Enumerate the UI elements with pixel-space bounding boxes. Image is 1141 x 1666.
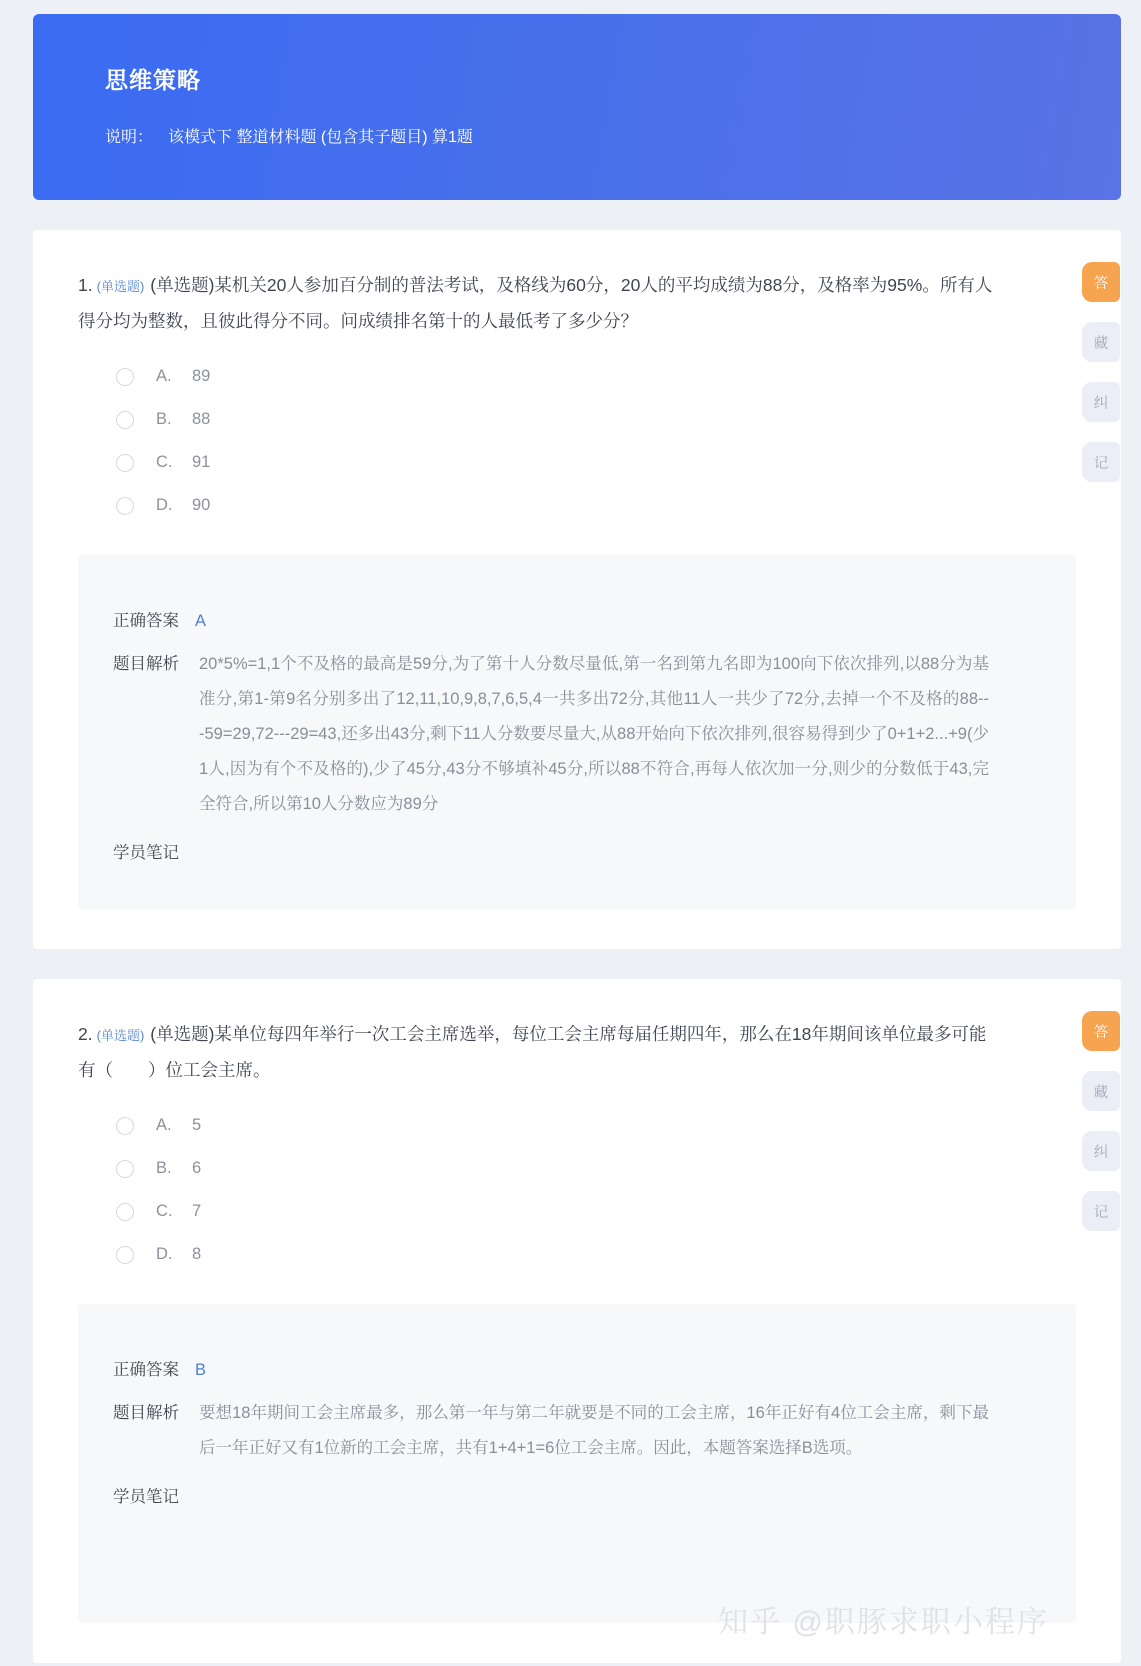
question-2-option-b[interactable] (116, 1147, 1076, 1190)
option-value: 7 (192, 1202, 202, 1220)
student-notes-label: 学员笔记 (113, 1488, 179, 1506)
correct-answer-row (113, 1356, 1041, 1380)
section-header-banner (33, 14, 1121, 200)
question-1-option-a[interactable] (116, 355, 1076, 398)
radio-icon[interactable] (116, 497, 134, 515)
question-1-option-b[interactable] (116, 398, 1076, 441)
option-letter: D. (156, 1245, 173, 1263)
question-2-option-d[interactable] (116, 1233, 1076, 1276)
option-value: 91 (192, 453, 211, 471)
option-value: 8 (192, 1245, 202, 1263)
question-2-type-tag: (单选题) (96, 1028, 145, 1043)
option-letter: B. (156, 410, 172, 428)
question-2-number: 2. (78, 1024, 93, 1044)
question-2-option-a[interactable] (116, 1104, 1076, 1147)
correct-answer-label: 正确答案 (113, 612, 179, 630)
question-1-answer-panel (78, 555, 1076, 909)
question-1-body: (单选题)某机关20人参加百分制的普法考试，及格线为60分，20人的平均成绩为88分，及格率为95%。所有人得分均为整数，且彼此得分不同。问成绩排名第十的人最低考了多少分？ (78, 275, 993, 331)
question-1-side-tabs (1082, 262, 1120, 502)
tab-answer[interactable]: 答 (1082, 262, 1120, 302)
tab-favorite[interactable]: 藏 (1082, 1071, 1120, 1111)
radio-icon[interactable] (116, 1160, 134, 1178)
question-2-analysis: 要想18年期间工会主席最多，那么第一年与第二年就要是不同的工会主席，16年正好有4位工会主席，剩下最后一年正好又有1位新的工会主席，共有1+4+1=6位工会主席。因此，本题答案选择B选项。 (199, 1404, 989, 1457)
student-notes-label: 学员笔记 (113, 844, 179, 862)
correct-answer-row (113, 607, 1041, 631)
tab-correction[interactable]: 纠 (1082, 382, 1120, 422)
tab-note[interactable]: 记 (1082, 442, 1120, 482)
question-1-type-tag: (单选题) (96, 279, 145, 294)
option-letter: A. (156, 1116, 172, 1134)
radio-icon[interactable] (116, 1203, 134, 1221)
tab-favorite[interactable]: 藏 (1082, 322, 1120, 362)
question-card-2 (33, 979, 1121, 1663)
correct-answer-label: 正确答案 (113, 1361, 179, 1379)
question-2-options (116, 1104, 1076, 1276)
option-letter: C. (156, 1202, 173, 1220)
option-value: 90 (192, 496, 211, 514)
page-title: 思维策略 (105, 67, 201, 93)
question-1-number: 1. (78, 275, 93, 295)
option-value: 5 (192, 1116, 202, 1134)
question-1-analysis: 20*5%=1,1个不及格的最高是59分,为了第十人分数尽量低,第一名到第九名即为100向下依次排列,以88分为基准分,第1-第9名分别多出了12,11,10,9,8,7,6,5,4一共多出72分,其他11人一共少了72分,去掉一个不及格的88---59=29,72---29=43,还多出43分,剩下11人分数要尽量大,从88开始向下依次排列,很容易得到少了0+1+2...+9(少1人,因为有个不及格的),少了45分,43分不够填补45分,所以88不符合,再每人依次加一分,则少的分数低于43,完全符合,所以第10人分数应为89分 (199, 655, 989, 813)
option-value: 89 (192, 367, 211, 385)
question-1-text (78, 268, 1076, 339)
question-2-side-tabs (1082, 1011, 1120, 1251)
tab-note[interactable]: 记 (1082, 1191, 1120, 1231)
radio-icon[interactable] (116, 411, 134, 429)
option-value: 88 (192, 410, 211, 428)
question-2-text (78, 1017, 1076, 1088)
question-2-option-c[interactable] (116, 1190, 1076, 1233)
radio-icon[interactable] (116, 1246, 134, 1264)
analysis-label: 题目解析 (113, 1404, 179, 1422)
radio-icon[interactable] (116, 1117, 134, 1135)
analysis-row (113, 647, 1041, 822)
option-letter: D. (156, 496, 173, 514)
radio-icon[interactable] (116, 368, 134, 386)
option-value: 6 (192, 1159, 202, 1177)
question-1-options (116, 355, 1076, 527)
option-letter: B. (156, 1159, 172, 1177)
zhihu-watermark: 知乎 @职豚求职小程序 (718, 1606, 1049, 1639)
correct-answer-value: B (195, 1361, 207, 1379)
radio-icon[interactable] (116, 454, 134, 472)
question-1-option-d[interactable] (116, 484, 1076, 527)
note-text: 该模式下 整道材料题 (包含其子题目) 算1题 (168, 129, 473, 146)
tab-answer[interactable]: 答 (1082, 1011, 1120, 1051)
note-label: 说明： (105, 129, 154, 146)
option-letter: C. (156, 453, 173, 471)
analysis-label: 题目解析 (113, 655, 179, 673)
question-2-body: (单选题)某单位每四年举行一次工会主席选举，每位工会主席每届任期四年，那么在18年期间该单位最多可能有（ ）位工会主席。 (78, 1024, 987, 1080)
question-card-1 (33, 230, 1121, 949)
option-letter: A. (156, 367, 172, 385)
correct-answer-value: A (195, 612, 207, 630)
analysis-row (113, 1396, 1041, 1466)
question-1-option-c[interactable] (116, 441, 1076, 484)
tab-correction[interactable]: 纠 (1082, 1131, 1120, 1171)
question-2-answer-panel (78, 1304, 1076, 1623)
header-note (105, 124, 1121, 147)
